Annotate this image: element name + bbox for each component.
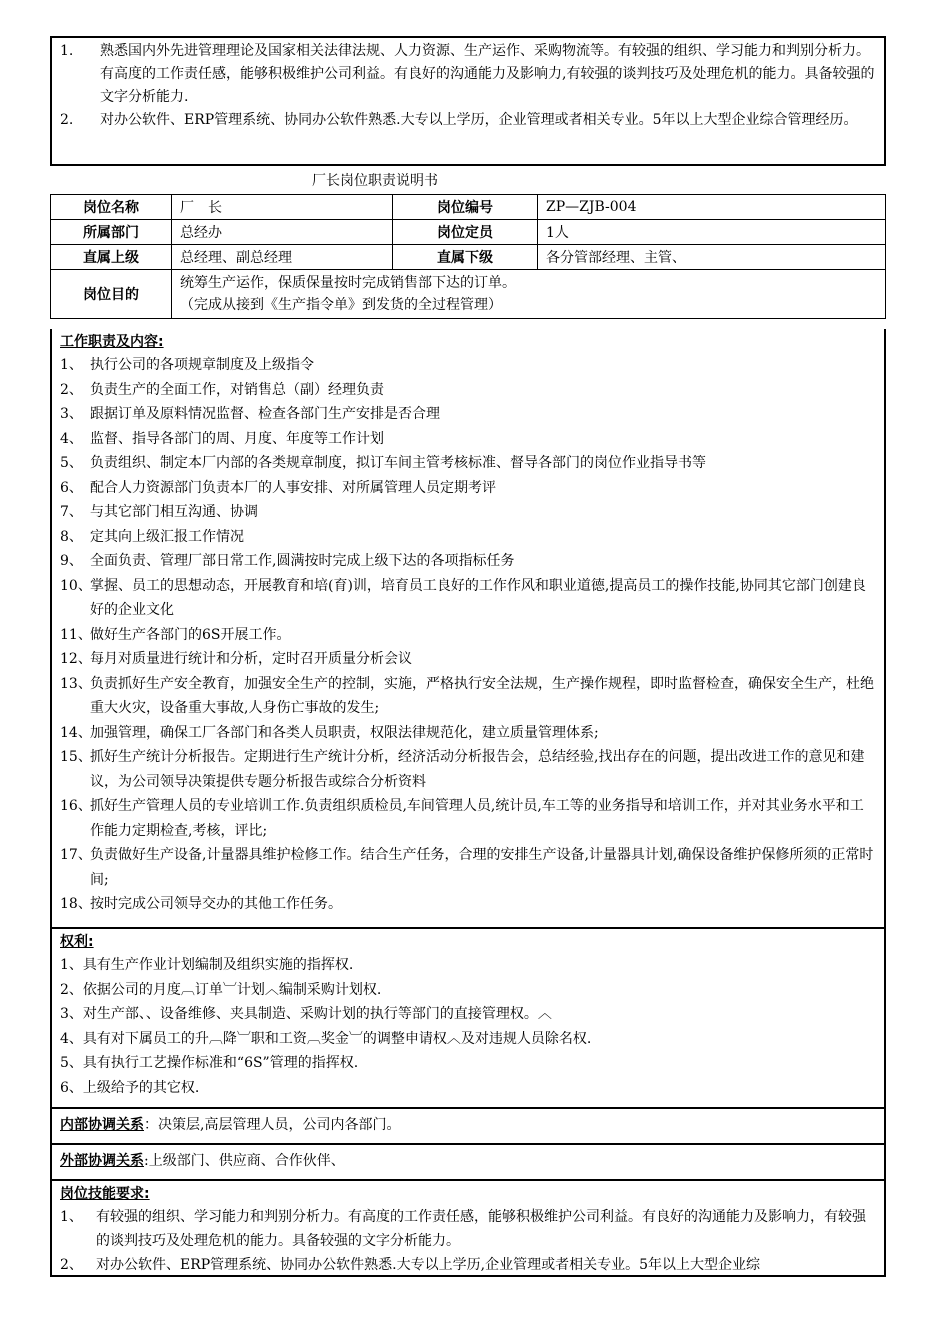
item-number: 18、 — [60, 896, 92, 912]
internal-coordination-text: ：决策层,高层管理人员，公司内各部门。 — [144, 1117, 401, 1133]
document-title: 厂长岗位职责说明书 — [312, 173, 438, 189]
item-number: 1. — [60, 43, 74, 59]
item-number: 16、 — [60, 798, 92, 814]
item-text: 跟据订单及原料情况监督、检查各部门生产安排是否合理 — [90, 406, 440, 422]
item-number: 2. — [60, 112, 74, 128]
rights-title: 权利: — [60, 934, 94, 950]
item-number: 6、 — [60, 479, 83, 496]
list-item — [60, 427, 876, 452]
external-coordination-line — [60, 1146, 876, 1176]
list-item — [60, 647, 876, 672]
table-row — [51, 270, 886, 319]
position-name-label: 岗位名称 — [51, 195, 172, 220]
list-item: 5、具有执行工艺操作标准和“6S”管理的指挥权. — [60, 1055, 359, 1071]
item-text: 对办公软件、ERP管理系统、协同办公软件熟悉.大专以上学历，企业管理或者相关专业。5年以上大型企业综合管理经历。 — [100, 112, 858, 128]
item-text: 定其向上级汇报工作情况 — [90, 528, 244, 545]
item-number: 12、 — [60, 651, 92, 667]
list-item — [60, 1205, 876, 1253]
item-text: 负责抓好生产安全教育，加强安全生产的控制，实施，严格执行安全法规，生产操作规程，即时监督检查，确保安全生产，杜绝重大火灾，设备重大事故,人身伤亡事故的发生; — [90, 675, 874, 716]
table-row — [51, 245, 886, 270]
list-item — [60, 1253, 876, 1277]
skills-title: 岗位技能要求: — [60, 1186, 150, 1202]
duties-list — [60, 353, 876, 917]
list-item: 4、具有对下属员工的升︹降︺职和工资︹奖金︺的调整申请权︿及对违规人员除名权. — [60, 1030, 592, 1047]
item-number: 1、 — [60, 1209, 83, 1225]
duties-section — [50, 329, 886, 929]
item-number: 10、 — [60, 577, 92, 594]
item-text: 全面负责、管理厂部日常工作,圆满按时完成上级下达的各项指标任务 — [90, 553, 515, 569]
rights-list — [60, 953, 876, 1100]
item-number: 4、 — [60, 430, 83, 447]
rights-section — [50, 929, 886, 1109]
list-item — [60, 549, 876, 574]
item-number: 3、 — [60, 406, 83, 422]
purpose-value — [172, 270, 886, 319]
list-item — [60, 353, 876, 378]
list-item — [60, 40, 876, 109]
purpose-label: 岗位目的 — [51, 270, 172, 319]
item-number: 8、 — [60, 528, 83, 545]
item-number: 1、 — [60, 357, 83, 373]
item-text: 负责生产的全面工作，对销售总（副）经理负责 — [90, 381, 384, 398]
item-text: 掌握、员工的思想动态，开展教育和培(育)训，培育员工良好的工作作风和职业道德,提高员工的操作技能,协同其它部门创建良好的企业文化 — [90, 577, 866, 618]
external-coordination-title: 外部协调关系 — [60, 1153, 144, 1169]
list-item — [60, 109, 876, 132]
external-coordination-section — [50, 1145, 886, 1181]
list-item — [60, 794, 876, 843]
item-text: 按时完成公司领导交办的其他工作任务。 — [90, 896, 342, 912]
list-item: 2、依据公司的月度︹订单︺计划︿编制采购计划权. — [60, 981, 382, 998]
list-item — [60, 378, 876, 403]
item-text: 有较强的组织、学习能力和判别分析力。有高度的工作责任感，能够积极维护公司利益。有良好的沟通能力及影响力，有较强的谈判技巧及处理危机的能力。具备较强的文字分析能力。 — [96, 1209, 866, 1249]
item-text: 熟悉国内外先进管理理论及国家相关法律法规、人力资源、生产运作、采购物流等。有较强的组织、学习能力和判别分析力。有高度的工作责任感，能够积极维护公司利益。有良好的沟通能力及影响力,有较强的谈判技巧及处理危机的能力。具备较强的文字分析能力. — [100, 43, 875, 105]
list-item: 1、具有生产作业计划编制及组织实施的指挥权. — [60, 957, 354, 973]
internal-coordination-section — [50, 1109, 886, 1145]
duties-title: 工作职责及内容: — [60, 334, 164, 350]
list-item — [60, 500, 876, 525]
item-number: 2、 — [60, 381, 83, 398]
item-number: 14、 — [60, 724, 92, 741]
department-value: 总经办 — [172, 220, 393, 245]
external-coordination-text: :上级部门、供应商、合作伙伴、 — [144, 1153, 345, 1169]
department-label: 所属部门 — [51, 220, 172, 245]
item-number: 15、 — [60, 749, 92, 765]
item-number: 2、 — [60, 1257, 83, 1273]
list-item — [60, 843, 876, 892]
item-text: 做好生产各部门的6S开展工作。 — [90, 626, 291, 643]
internal-coordination-line — [60, 1110, 876, 1140]
list-item: 6、上级给予的其它权. — [60, 1079, 200, 1096]
item-text: 与其它部门相互沟通、协调 — [90, 504, 258, 520]
list-item — [60, 574, 876, 623]
item-text: 配合人力资源部门负责本厂的人事安排、对所属管理人员定期考评 — [90, 479, 496, 496]
item-text: 加强管理，确保工厂各部门和各类人员职责，权限法律规范化，建立质量管理体系; — [90, 724, 599, 741]
item-text: 对办公软件、ERP管理系统、协同办公软件熟悉.大专以上学历,企业管理或者相关专业。5年以上大型企业综 — [96, 1257, 760, 1273]
position-name-value: 厂 长 — [172, 195, 393, 220]
list-item — [60, 476, 876, 501]
item-number: 9、 — [60, 553, 83, 569]
headcount-label: 岗位定员 — [393, 220, 538, 245]
purpose-line-1: 统筹生产运作，保质保量按时完成销售部下达的订单。 — [180, 275, 516, 291]
table-row — [51, 195, 886, 220]
subordinate-value: 各分管部经理、主管、 — [538, 245, 886, 270]
item-text: 负责做好生产设备,计量器具维护检修工作。结合生产任务，合理的安排生产设备,计量器具计划,确保设备维护保修所须的正常时间; — [90, 847, 874, 888]
position-info-table — [50, 194, 886, 319]
item-number: 5、 — [60, 455, 83, 471]
subordinate-label: 直属下级 — [393, 245, 538, 270]
list-item — [60, 525, 876, 550]
list-item — [60, 672, 876, 721]
list-item — [60, 451, 876, 476]
list-item — [60, 892, 876, 917]
item-number: 7、 — [60, 504, 83, 520]
list-item — [60, 623, 876, 648]
table-row — [51, 220, 886, 245]
item-number: 11、 — [60, 626, 92, 643]
item-text: 每月对质量进行统计和分析，定时召开质量分析会议 — [90, 651, 412, 667]
list-item — [60, 745, 876, 794]
item-text: 抓好生产统计分析报告。定期进行生产统计分析，经济活动分析报告会，总结经验,找出存在的问题，提出改进工作的意见和建议，为公司领导决策提供专题分析报告或综合分析资料 — [90, 749, 865, 790]
internal-coordination-title: 内部协调关系 — [60, 1117, 144, 1133]
item-text: 抓好生产管理人员的专业培训工作.负责组织质检员,车间管理人员,统计员,车工等的业务指导和培训工作，并对其业务水平和工作能力定期检查,考核，评比; — [90, 798, 864, 839]
position-code-value: ZP—ZJB-004 — [538, 195, 886, 220]
item-text: 负责组织、制定本厂内部的各类规章制度，拟订车间主管考核标准、督导各部门的岗位作业指导书等 — [90, 455, 706, 471]
skills-section — [50, 1181, 886, 1277]
superior-value: 总经理、副总经理 — [172, 245, 393, 270]
item-text: 监督、指导各部门的周、月度、年度等工作计划 — [90, 430, 384, 447]
list-item: 3、对生产部、、设备维修、夹具制造、采购计划的执行等部门的直接管理权。︿ — [60, 1006, 552, 1022]
list-item — [60, 721, 876, 746]
superior-label: 直属上级 — [51, 245, 172, 270]
purpose-line-2: （完成从接到《生产指令单》到发货的全过程管理） — [180, 297, 502, 313]
position-code-label: 岗位编号 — [393, 195, 538, 220]
item-text: 执行公司的各项规章制度及上级指令 — [90, 357, 314, 373]
item-number: 17、 — [60, 847, 92, 863]
headcount-value: 1人 — [538, 220, 886, 245]
list-item — [60, 402, 876, 427]
requirements-box — [50, 36, 886, 166]
item-number: 13、 — [60, 675, 92, 692]
